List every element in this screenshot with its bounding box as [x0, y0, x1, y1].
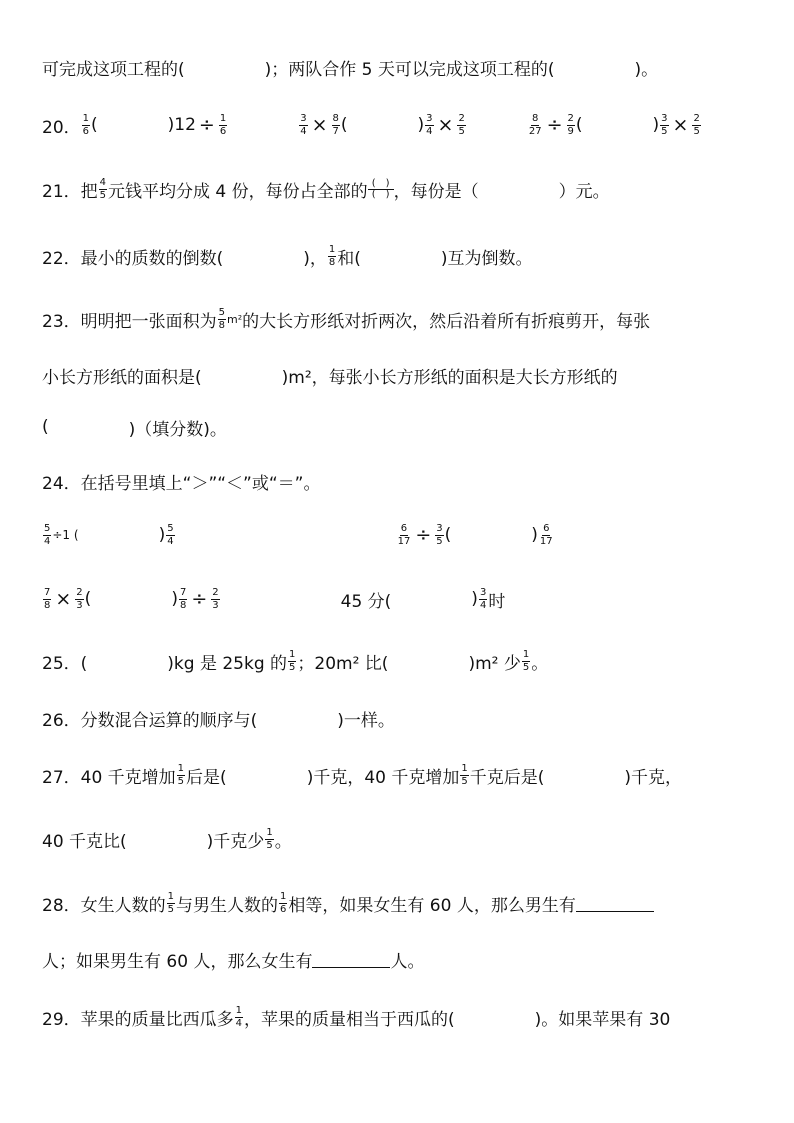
- fraction: $\frac{2}{5}$: [693, 112, 700, 137]
- times-sign: ×: [311, 114, 328, 136]
- times-sign: ×: [55, 588, 72, 610]
- divide-sign: ÷: [415, 524, 432, 546]
- paren-open: (: [84, 589, 92, 609]
- q21-text-c: ，每份是（: [393, 181, 479, 202]
- fraction: $\frac{1}{8}$: [328, 243, 336, 268]
- q22-line: [42, 241, 533, 271]
- q29-text-c: )。如果苹果有 30: [534, 1009, 671, 1030]
- q29-line: [42, 1002, 670, 1032]
- q24-row-2: [42, 584, 505, 614]
- q19-text-c: )。: [634, 59, 659, 80]
- fraction: $\frac{1}{6}$: [82, 112, 90, 137]
- fraction: $\frac{3}{4}$: [479, 586, 487, 611]
- fraction: $\frac{2}{3}$: [212, 586, 219, 611]
- q25-line: [42, 646, 548, 676]
- q28-text-e: 人。: [390, 951, 425, 972]
- q29-text-b: ，苹果的质量相当于西瓜的(: [244, 1009, 455, 1030]
- q28-text-b: 与男生人数的: [176, 895, 279, 916]
- q25-text-a: 25．(: [42, 653, 88, 674]
- hour-text: 时: [488, 591, 506, 612]
- divide-sign: ÷: [191, 588, 208, 610]
- q27-text-e: )千克，: [624, 767, 683, 788]
- answer-underline[interactable]: [576, 895, 654, 912]
- q28-line-1: [42, 888, 654, 918]
- q21-text-d: ）元。: [558, 181, 610, 202]
- fraction: $\frac{2}{3}$: [76, 586, 83, 611]
- fraction: $\frac{1}{4}$: [235, 1004, 243, 1029]
- q26-text-b: )一样。: [337, 710, 395, 731]
- fraction: $\frac{5}{4}$: [44, 522, 51, 547]
- q25-text-c: ；20m² 比(: [297, 653, 389, 674]
- paren-open: (: [575, 115, 583, 135]
- paren-open: (: [91, 115, 98, 135]
- fraction: $\frac{2}{5}$: [458, 112, 465, 137]
- q27-line-1: [42, 760, 682, 790]
- divide-sign: ÷: [546, 114, 563, 136]
- q21-line: [42, 174, 610, 204]
- fraction: $\frac{3}{4}$: [300, 112, 307, 137]
- fraction: $\frac{5}{4}$: [167, 522, 174, 547]
- paren-close: ): [171, 589, 178, 609]
- fraction: $\frac{6}{17}$: [397, 522, 411, 547]
- fraction: $\frac{1}{5}$: [177, 762, 185, 787]
- q28-line-2: [42, 944, 424, 974]
- fraction: $\frac{1}{5}$: [522, 648, 530, 673]
- fraction: $\frac{1}{5}$: [266, 826, 273, 851]
- paren-close: ): [531, 525, 538, 545]
- answer-underline[interactable]: [312, 951, 390, 968]
- fraction: $\frac{3}{4}$: [426, 112, 433, 137]
- fraction: $\frac{1}{5}$: [461, 762, 468, 787]
- q23-text-c: 小长方形纸的面积是(: [42, 367, 202, 388]
- q28-text-c: 相等，如果女生有 60 人，那么男生有: [288, 895, 576, 916]
- fraction: $\frac{3}{5}$: [661, 112, 668, 137]
- q22-text-d: )互为倒数。: [440, 248, 533, 269]
- fraction: $\frac{4}{5}$: [99, 176, 107, 201]
- q27-line-2: [42, 824, 292, 854]
- q25-text-e: 。: [531, 653, 549, 674]
- q20-label: 20．: [42, 117, 81, 138]
- q22-text-b: )，: [303, 248, 327, 269]
- fraction: $\frac{7}{8}$: [179, 586, 187, 611]
- fraction: $\frac{1}{6}$: [219, 112, 227, 137]
- q27-text-i: 。: [274, 831, 292, 852]
- paren-close-text: )12: [167, 115, 196, 135]
- q19-text-a: 可完成这项工程的(: [42, 59, 185, 80]
- q25-text-b: )kg 是 25kg 的: [167, 653, 288, 674]
- q20-line: [42, 110, 702, 140]
- paren-open: (: [42, 417, 49, 437]
- q23-line-1: [42, 304, 650, 334]
- q27-text-h: )千克少: [206, 831, 265, 852]
- times-sign: ×: [437, 114, 454, 136]
- fraction: $\frac{1}{5}$: [289, 648, 296, 673]
- q23-line-3: [42, 412, 227, 442]
- paren-close: ): [652, 115, 660, 135]
- empty-fraction-blank[interactable]: $\frac{( )}{( )}$: [368, 179, 394, 200]
- q27-text-a: 27．40 千克增加: [42, 767, 176, 788]
- paren-close: ): [471, 589, 478, 609]
- q19-text-b: )；两队合作 5 天可以完成这项工程的(: [264, 59, 555, 80]
- paren-open: (: [444, 525, 452, 545]
- fraction: $\frac{3}{5}$: [436, 522, 443, 547]
- q23-text-d: )m²，每张小长方形纸的面积是大长方形纸的: [281, 367, 618, 388]
- q22-text-a: 22．最小的质数的倒数(: [42, 248, 224, 269]
- q26-line: [42, 703, 395, 733]
- q25-text-d: )m² 少: [468, 653, 521, 674]
- q27-text-g: 40 千克比(: [42, 831, 127, 852]
- fraction: $\frac{7}{8}$: [44, 586, 51, 611]
- q24-line: [42, 466, 320, 496]
- unit-m2: m²: [227, 312, 243, 326]
- divide-sign: ÷: [198, 114, 215, 136]
- q29-text-a: 29．苹果的质量比西瓜多: [42, 1009, 234, 1030]
- divide-one-paren: ÷1 (: [52, 528, 79, 542]
- fraction: $\frac{6}{17}$: [539, 522, 553, 547]
- q23-line-2: [42, 360, 618, 390]
- q23-text-b: 的大长方形纸对折两次，然后沿着所有折痕剪开，每张: [242, 311, 651, 332]
- q24-text-a: 24．在括号里填上“＞”“＜”或“＝”。: [42, 473, 321, 494]
- fraction: $\frac{8}{7}$: [332, 112, 339, 137]
- fraction: $\frac{1}{5}$: [167, 890, 175, 915]
- times-sign: ×: [672, 114, 689, 136]
- q23-text-a: 23．明明把一张面积为: [42, 311, 217, 332]
- fraction: $\frac{5}{8}$: [218, 306, 226, 331]
- q28-text-a: 28．女生人数的: [42, 895, 166, 916]
- q19-line: [42, 52, 658, 82]
- q22-text-c: 和(: [337, 248, 361, 269]
- q27-text-d: 千克后是(: [469, 767, 545, 788]
- paren-close: ): [417, 115, 425, 135]
- q24-row-1: [42, 520, 555, 550]
- fraction: $\frac{1}{6}$: [280, 890, 287, 915]
- q21-text-a: 21．把: [42, 181, 98, 202]
- q21-text-b: 元钱平均分成 4 份，每份占全部的: [108, 181, 368, 202]
- paren-open: (: [340, 115, 348, 135]
- paren-close: ): [158, 525, 166, 545]
- fraction: $\frac{8}{27}$: [528, 112, 542, 137]
- minutes-text: 45 分(: [340, 591, 392, 612]
- q27-text-b: 后是(: [186, 767, 227, 788]
- q27-text-c: )千克，40 千克增加: [306, 767, 460, 788]
- fraction: $\frac{2}{9}$: [567, 112, 574, 137]
- q23-text-f: )（填分数)。: [128, 419, 227, 440]
- q28-text-d: 人；如果男生有 60 人，那么女生有: [42, 951, 313, 972]
- q26-text-a: 26．分数混合运算的顺序与(: [42, 710, 258, 731]
